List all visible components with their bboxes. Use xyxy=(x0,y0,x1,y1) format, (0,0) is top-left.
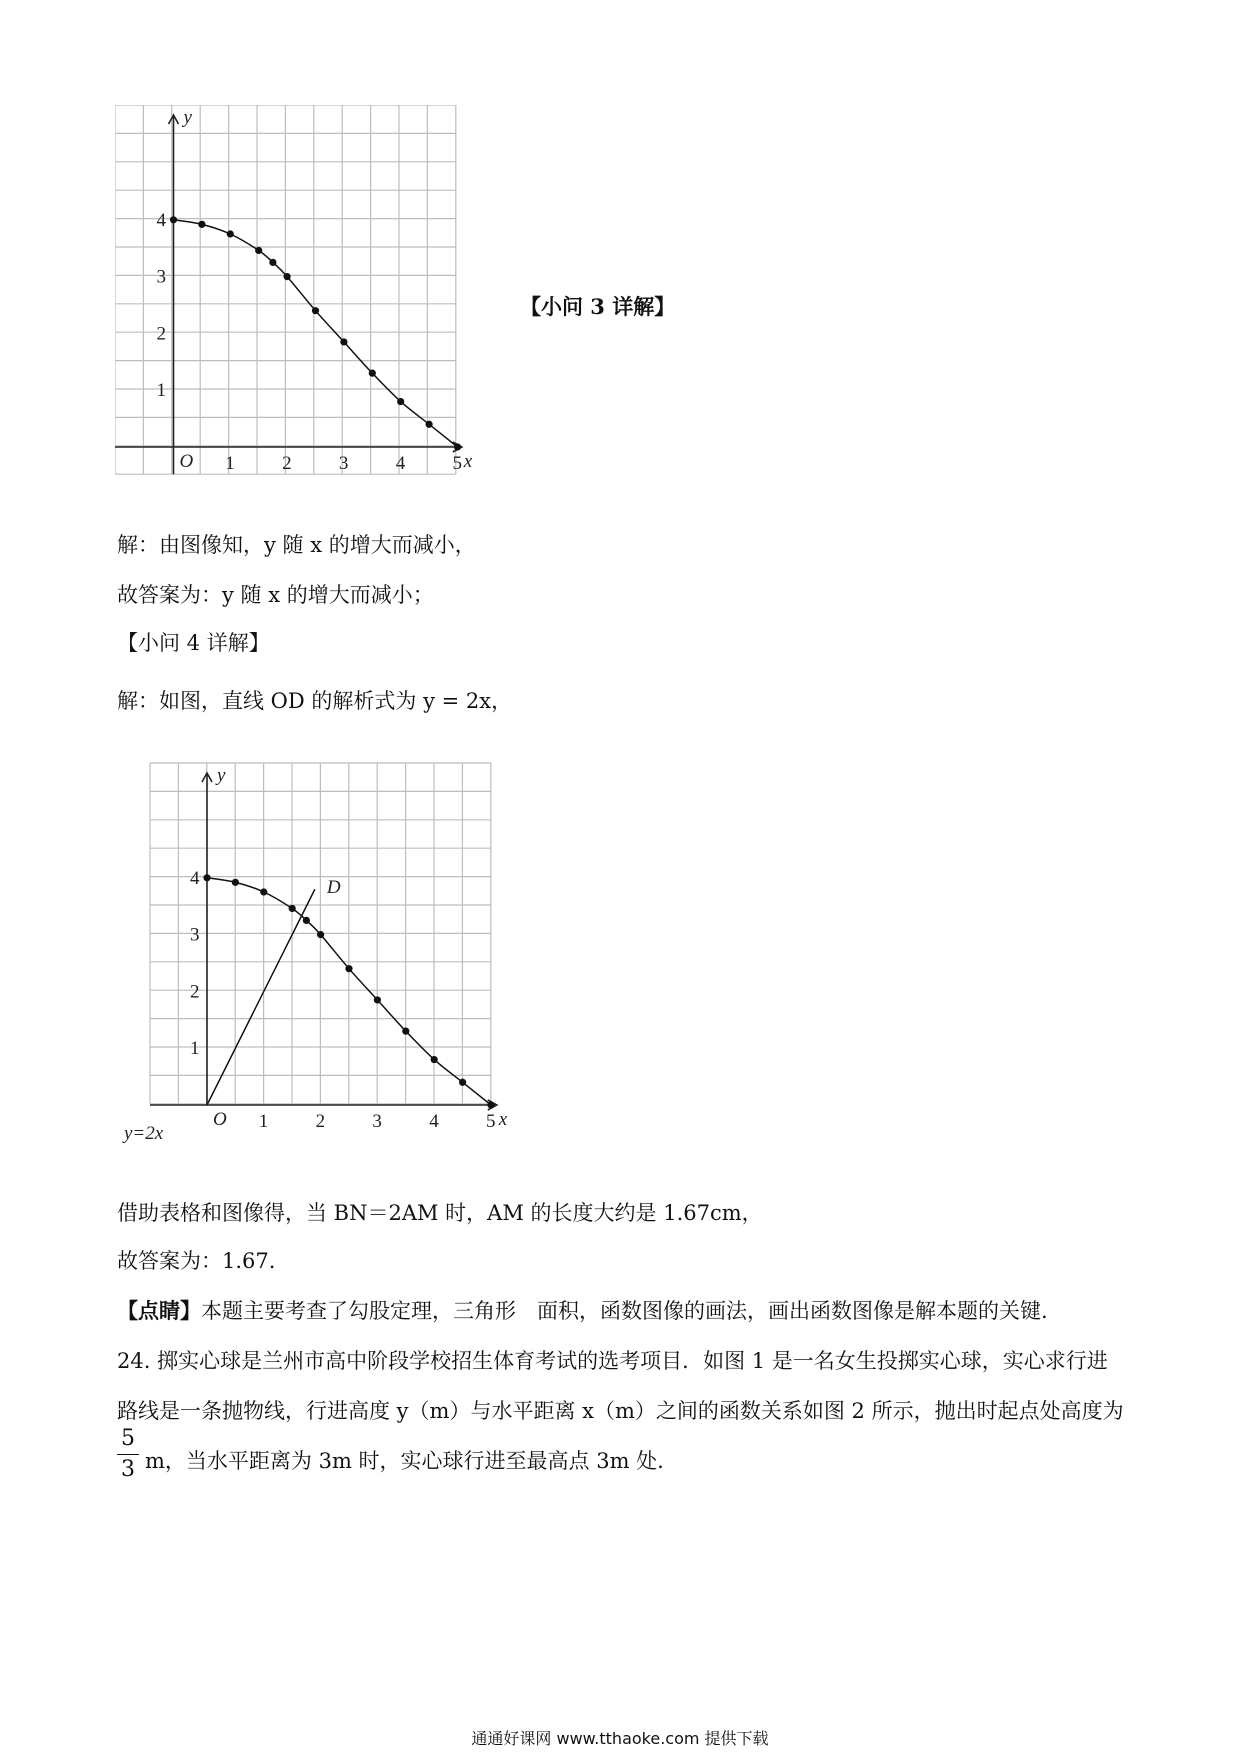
graph-1-y-axis-label: y xyxy=(183,107,192,128)
sub4-heading: 【小问 4 详解】 xyxy=(117,631,270,655)
graph-2-y-tick-label: 1 xyxy=(190,1038,200,1060)
graph-1-data-point xyxy=(255,247,262,254)
graph-1-curve xyxy=(174,220,458,447)
sub4-answer: 故答案为：1.67. xyxy=(117,1249,276,1273)
fraction-bar xyxy=(117,1454,139,1455)
graph-2-data-point xyxy=(487,1101,494,1108)
graph-2-origin-label: O xyxy=(213,1109,227,1130)
comment-body: 本题主要考查了勾股定理，三角形 面积，函数图像的画法，画出函数图像是解本题的关键. xyxy=(201,1299,1048,1323)
sub3-heading: 【小问 3 详解】 xyxy=(520,294,676,319)
fraction-numerator: 5 xyxy=(121,1426,135,1451)
graph-2-line-label: y=2x xyxy=(124,1123,164,1144)
graph-1-data-point xyxy=(454,443,461,450)
graph-2-x-tick-label: 2 xyxy=(315,1111,326,1132)
graph-1-data-point xyxy=(170,216,177,223)
graph-1-origin-label: O xyxy=(179,451,194,472)
graph-2-x-tick-label: 5 xyxy=(486,1111,496,1132)
graph-2-x-tick-label: 1 xyxy=(258,1111,269,1132)
graph-2-data-point xyxy=(317,931,324,938)
graph-2-data-point xyxy=(260,888,267,895)
graph-1-data-point xyxy=(426,421,433,428)
comment-tag: 【点睛】 xyxy=(117,1298,201,1323)
fraction-denominator: 3 xyxy=(121,1457,135,1482)
graph-1-x-tick-label: 4 xyxy=(395,453,406,474)
graph-1-data-point xyxy=(269,259,276,266)
graph-2-y-tick-label: 4 xyxy=(190,867,200,889)
graph-2-data-point xyxy=(203,874,210,881)
graph-1-data-point xyxy=(397,398,404,405)
graph-2-data-point xyxy=(402,1028,409,1035)
graph-2-y-tick-label: 2 xyxy=(190,981,200,1003)
graph-2-data-point xyxy=(232,879,239,886)
graph-2-data-point xyxy=(289,905,296,912)
sub4-conclusion: 借助表格和图像得，当 BN＝2AM 时，AM 的长度大约是 1.67cm， xyxy=(117,1201,763,1225)
graph-2-x-tick-label: 3 xyxy=(372,1111,382,1132)
q24-line-3: m，当水平距离为 3m 时，实心球行进至最高点 3m 处. xyxy=(145,1449,664,1473)
sub4-solution: 解：如图，直线 OD 的解析式为 y = 2x， xyxy=(117,689,513,713)
graph-1-data-point xyxy=(312,307,319,314)
graph-1-y-tick-label: 3 xyxy=(156,266,166,288)
graph-2-data-point xyxy=(345,965,352,972)
graph-2-y-axis-label: y xyxy=(217,765,226,786)
graph-1-data-point xyxy=(369,370,376,377)
graph-1-svg xyxy=(115,105,515,510)
graph-2-point-d-label: D xyxy=(326,877,341,899)
q24-line-2: 路线是一条抛物线，行进高度 y（m）与水平距离 x（m）之间的函数关系如图 2 所示，抛出时起点处高度为 xyxy=(117,1399,1124,1423)
graph-1-data-point xyxy=(340,338,347,345)
height-fraction xyxy=(117,1426,139,1483)
graph-1-x-tick-label: 5 xyxy=(452,453,462,474)
graph-2-x-axis-label: x xyxy=(498,1109,508,1130)
graph-2-data-point xyxy=(459,1079,466,1086)
graph-2-x-tick-label: 4 xyxy=(429,1111,439,1132)
graph-figure-2 xyxy=(120,758,550,1168)
graph-figure-1 xyxy=(115,105,515,510)
sub3-solution: 解：由图像知，y 随 x 的增大而减小， xyxy=(117,533,476,557)
graph-2-y-tick-label: 3 xyxy=(190,924,200,946)
graph-1-x-tick-label: 2 xyxy=(282,453,292,474)
graph-1-x-tick-label: 3 xyxy=(338,453,349,474)
graph-1-y-tick-label: 1 xyxy=(156,380,166,402)
comment xyxy=(117,1296,1048,1326)
sub3-answer: 故答案为：y 随 x 的增大而减小； xyxy=(117,583,434,607)
footer-credit: 通通好课网 www.tthaoke.com 提供下载 xyxy=(471,1729,769,1748)
graph-2-svg xyxy=(120,758,550,1168)
graph-2-data-point xyxy=(303,917,310,924)
graph-1-data-point xyxy=(284,273,291,280)
graph-1-y-tick-label: 2 xyxy=(156,323,166,345)
q24-line-1: 24. 掷实心球是兰州市高中阶段学校招生体育考试的选考项目．如图 1 是一名女生投掷实心球，实心求行进 xyxy=(117,1349,1108,1373)
graph-2-data-point xyxy=(374,996,381,1003)
graph-1-y-tick-label: 4 xyxy=(156,209,166,231)
graph-2-data-point xyxy=(431,1056,438,1063)
graph-2-line-od xyxy=(207,889,315,1105)
graph-1-data-point xyxy=(198,221,205,228)
graph-1-data-point xyxy=(227,230,234,237)
graph-1-x-axis-label: x xyxy=(463,451,473,472)
graph-1-x-tick-label: 1 xyxy=(225,453,235,474)
